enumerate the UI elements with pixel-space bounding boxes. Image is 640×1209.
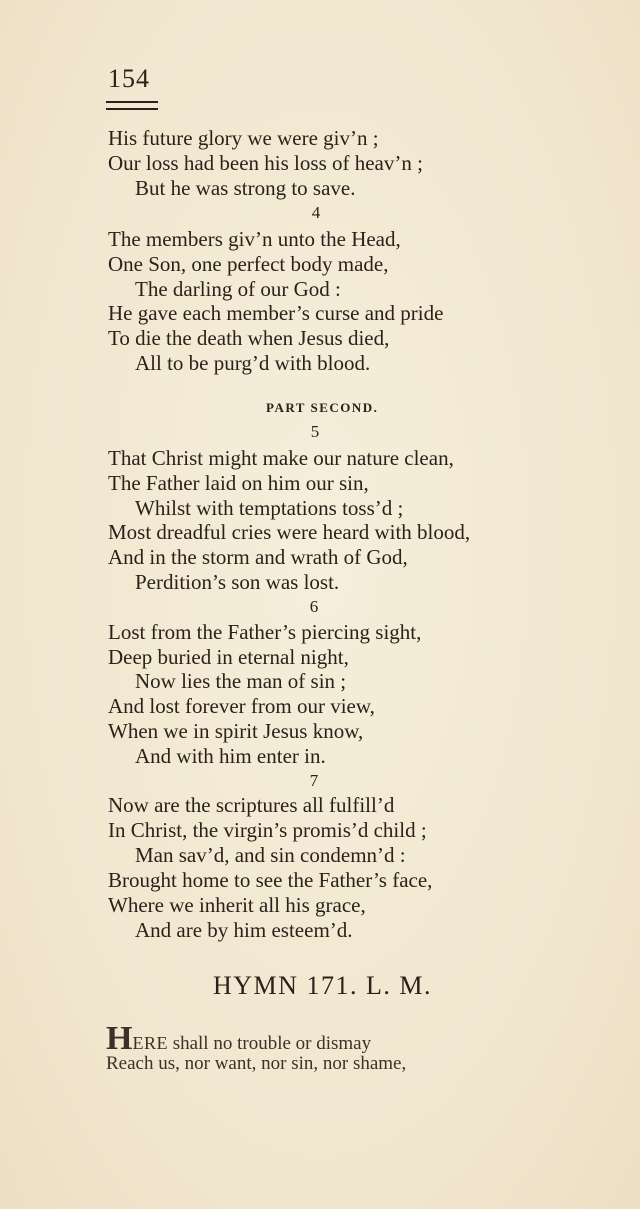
verse-line: One Son, one perfect body made,	[108, 252, 389, 276]
verse-line: All to be purg’d with blood.	[135, 351, 371, 375]
verse-line: Brought home to see the Father’s face,	[108, 868, 433, 892]
verse-line: That Christ might make our nature clean,	[108, 446, 454, 470]
hymn-first-line	[106, 1020, 372, 1057]
verse-line: The members giv’n unto the Head,	[108, 227, 401, 251]
part-heading: PART SECOND.	[266, 400, 379, 415]
verse-line: Now lies the man of sin ;	[135, 669, 347, 693]
verse-line: Lost from the Father’s piercing sight,	[108, 620, 422, 644]
verse-line: And with him enter in.	[135, 744, 326, 768]
verse-line: Man sav’d, and sin condemn’d :	[135, 843, 406, 867]
verse-line: And lost forever from our view,	[108, 694, 375, 718]
stanza-number: 7	[309, 771, 319, 790]
verse-line: But he was strong to save.	[135, 176, 356, 200]
verse-line: He gave each member’s curse and pride	[108, 301, 444, 325]
first-word-smallcaps: ERE	[132, 1033, 168, 1053]
verse-line: In Christ, the virgin’s promis’d child ;	[108, 818, 427, 842]
hymn-title: HYMN 171. L. M.	[213, 971, 432, 1000]
verse-line: Now are the scriptures all fulfill’d	[108, 793, 395, 817]
page-number: 154	[108, 64, 150, 93]
verse-line: Perdition’s son was lost.	[135, 570, 340, 594]
stanza-number: 5	[310, 422, 320, 441]
drop-cap: H	[106, 1020, 133, 1057]
verse-line: And in the storm and wrath of God,	[108, 545, 408, 569]
verse-line: Most dreadful cries were heard with blood,	[108, 520, 471, 544]
verse-line: Whilst with temptations toss’d ;	[135, 496, 404, 520]
verse-line: The Father laid on him our sin,	[108, 471, 369, 495]
first-line-text: shall no trouble or dismay	[167, 1033, 372, 1054]
header-rule	[106, 101, 158, 110]
stanza-number: 4	[311, 203, 321, 222]
verse-line: Deep buried in eternal night,	[108, 645, 349, 669]
verse-line: Where we inherit all his grace,	[108, 893, 366, 917]
hymn-second-line: Reach us, nor want, nor sin, nor shame,	[106, 1053, 407, 1074]
verse-line: And are by him esteem’d.	[135, 918, 353, 942]
verse-line: Our loss had been his loss of heav’n ;	[108, 151, 423, 175]
verse-line: The darling of our God :	[135, 277, 341, 301]
verse-line: When we in spirit Jesus know,	[108, 719, 364, 743]
verse-line: His future glory we were giv’n ;	[108, 126, 379, 150]
verse-line: To die the death when Jesus died,	[108, 326, 390, 350]
stanza-number: 6	[309, 597, 319, 616]
